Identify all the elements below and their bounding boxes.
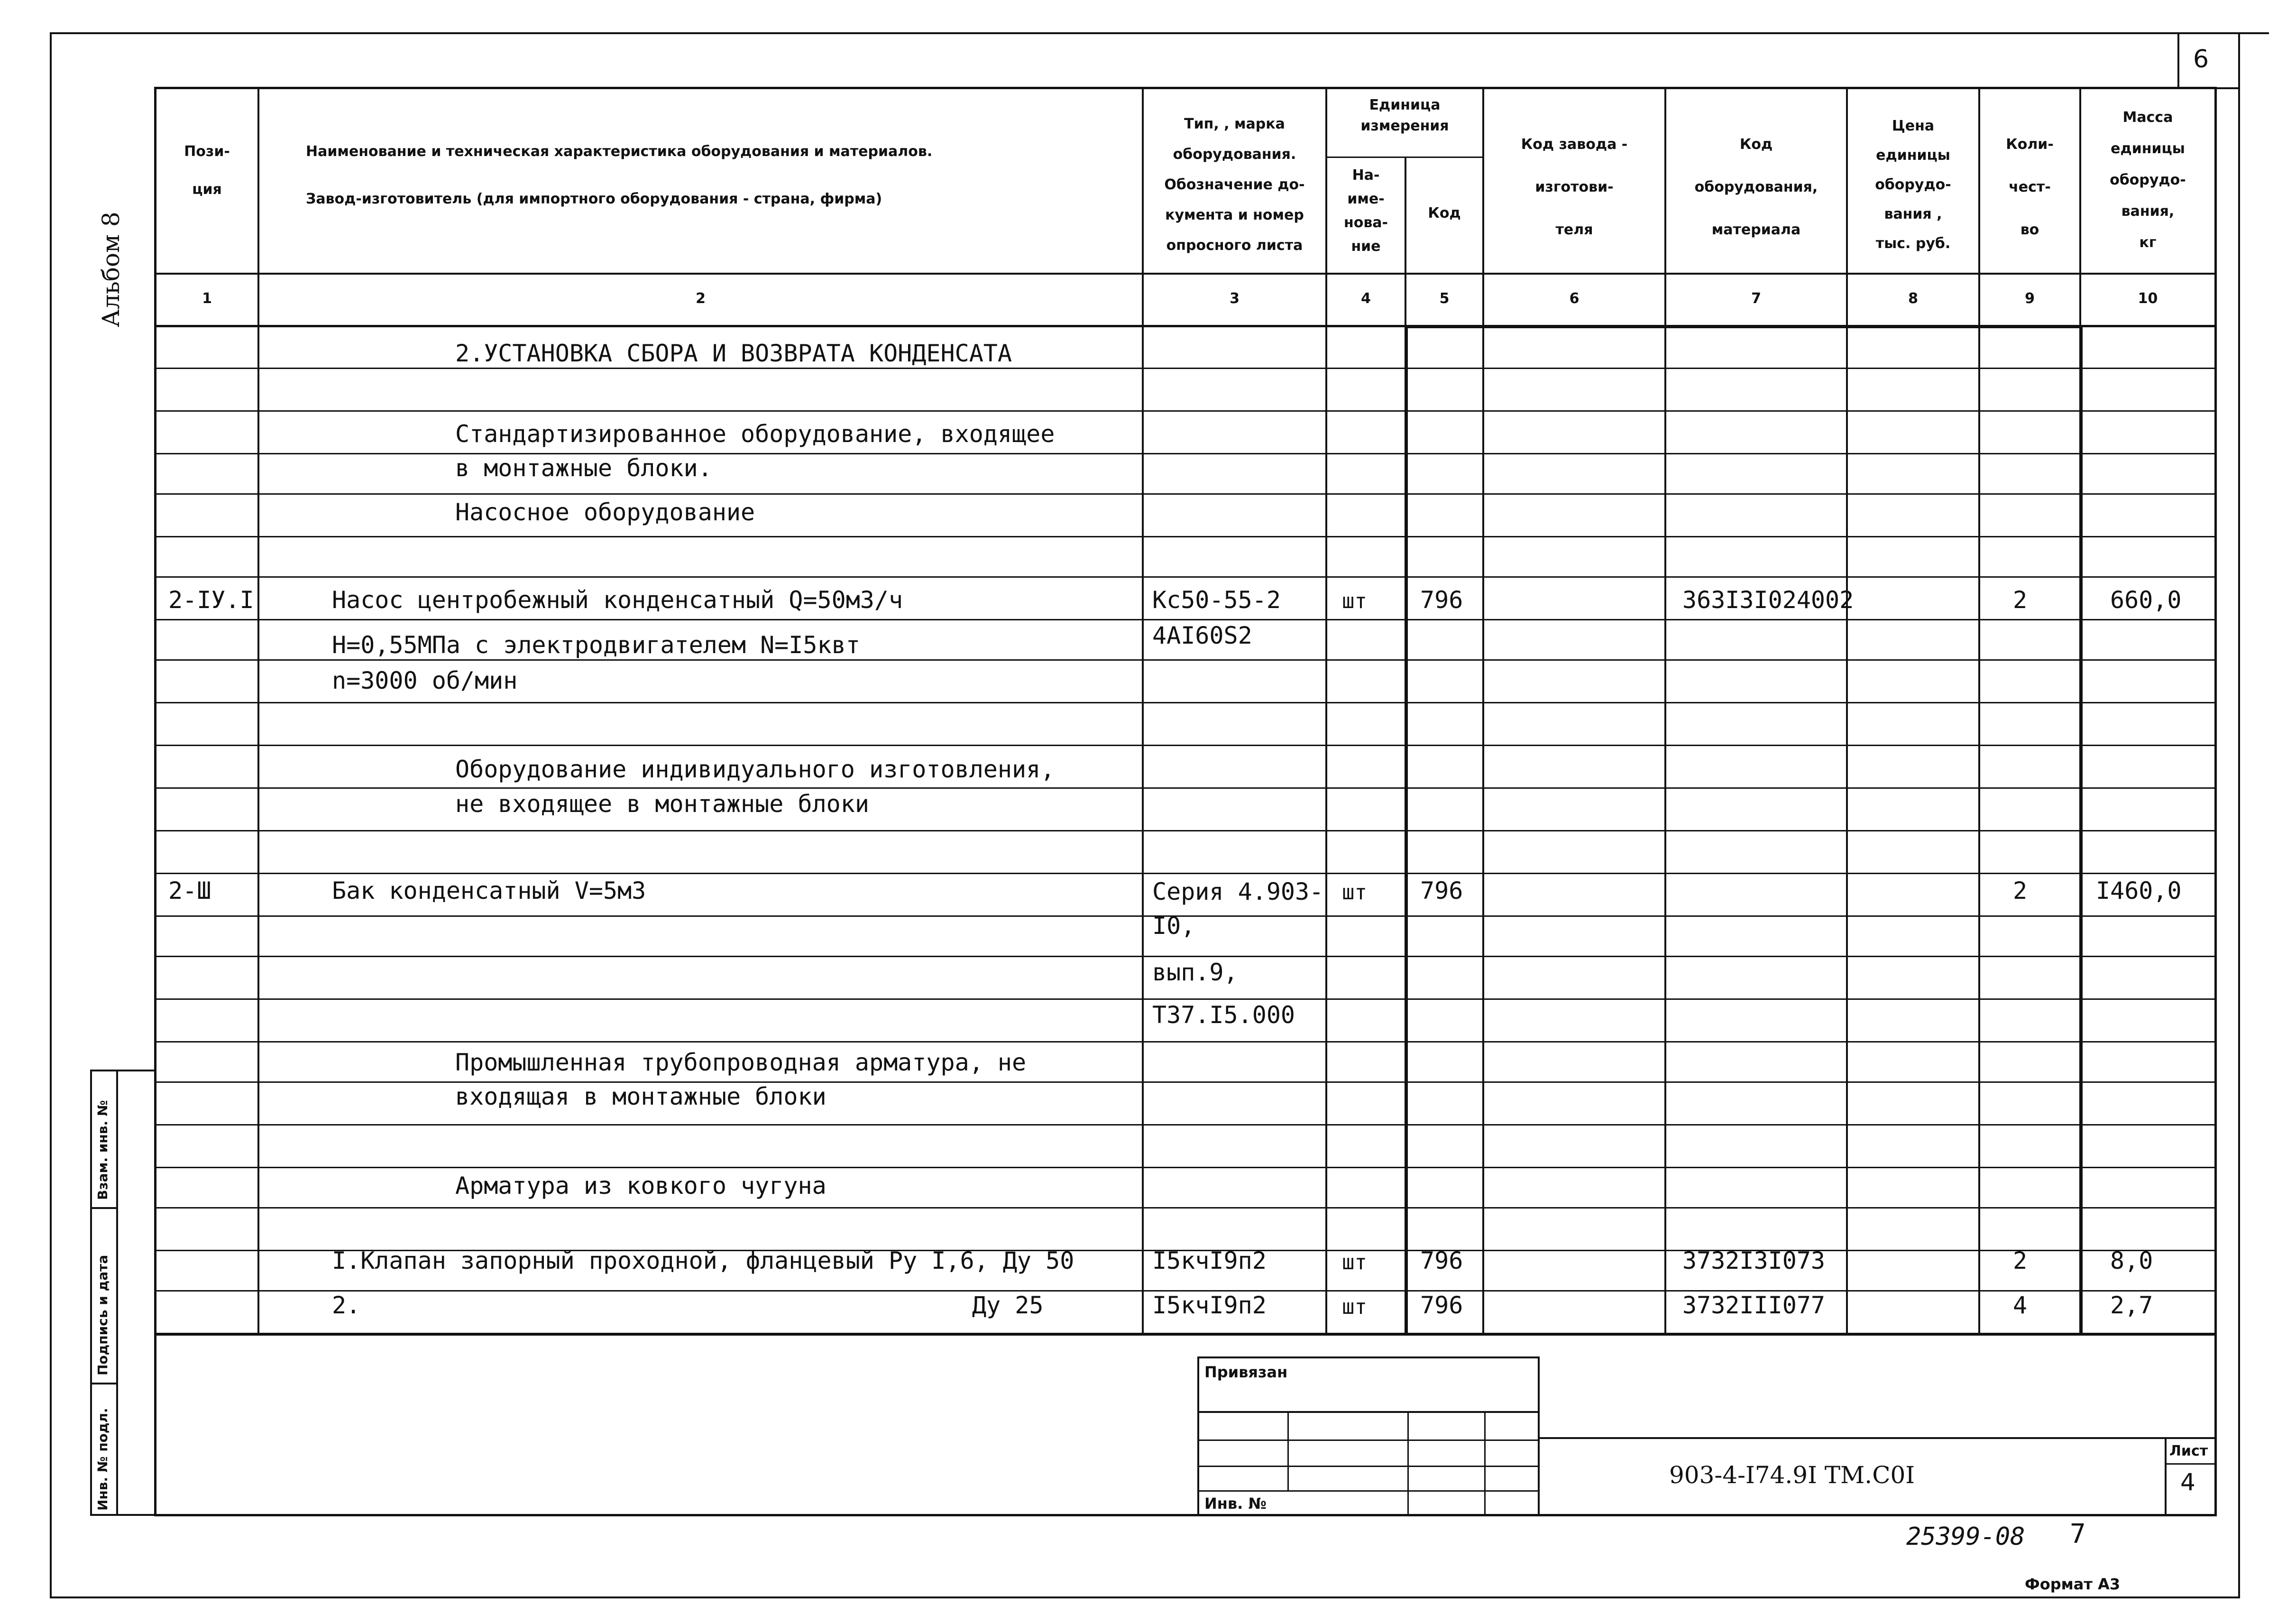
col-line-3 [1325,87,1327,1334]
col-number-8: 8 [1908,290,1918,307]
row-divider [154,1207,2217,1209]
header-col4-line3: нова- [1343,214,1388,231]
header-col10-line5: кг [2139,234,2157,251]
row-position: 2-IУ.I [168,586,254,614]
row-name: Насосное оборудование [455,498,755,526]
row-name: H=0,55МПа с электродвигателем N=I5квт [332,631,860,659]
header-col8-line1: Цена [1892,118,1935,134]
tb-col-1 [1287,1411,1289,1492]
col-number-5: 5 [1439,290,1450,307]
row-divider [154,1041,2217,1043]
header-col10-line1: Масса [2122,109,2173,126]
album-label: Альбом 8 [97,212,125,327]
row-name: Стандартизированное оборудование, входящее [455,420,1055,448]
table-bottom [154,1514,2217,1516]
header-col7-line3: материала [1711,221,1801,238]
row-name: I.Клапан запорный проходной, фланцевый Ру I,6, Ду 50 [332,1247,1075,1274]
archive-number: 25399-08 [1906,1522,2025,1551]
tb-row-3 [1197,1466,1540,1467]
row-unit: шт [1342,1295,1367,1319]
row-divider [154,873,2217,874]
row-mass: 660,0 [2110,586,2182,614]
row-divider [154,745,2217,746]
header-col9-line1: Коли- [2006,136,2054,153]
side-stamp-podpis: Подпись и дата [95,1255,110,1375]
header-col1-line1: Пози- [184,143,230,160]
header-col4 [1327,164,1405,258]
row-name: входящая в монтажные блоки [455,1083,827,1110]
col-number-2: 2 [696,290,706,307]
table-right [2214,87,2217,1516]
row-name: Арматура из ковкого чугуна [455,1172,827,1200]
tb-row-1 [1197,1411,1540,1413]
row-unit: шт [1342,880,1367,904]
header-col6 [1484,123,1664,251]
header-unit [1327,95,1482,137]
header-col9 [1980,123,2079,251]
header-col6-line1: Код завода - [1521,136,1628,153]
tb-box-top [1197,1356,1540,1358]
tb-sheet-left [2165,1437,2167,1515]
side-stamp-inv: Инв. № подл. [95,1408,110,1511]
table-top [154,87,2217,89]
tb-inv-no: Инв. № [1204,1495,1267,1513]
row-type: Кс50-55-2 [1152,586,1281,614]
row-name: Оборудование индивидуального изготовления, [455,756,1055,783]
corner-box-left [2177,32,2179,88]
col-line-5 [1482,87,1484,1334]
row-divider [154,536,2217,537]
col-line-7 [1846,87,1848,1334]
header-bottom [154,273,2217,275]
row-unit: шт [1342,589,1367,613]
row-type: I0, [1152,912,1195,940]
header-col8-line5: тыс. руб. [1875,235,1951,252]
outer-frame-right [2238,32,2240,1597]
row-mass: 2,7 [2110,1292,2153,1319]
col-number-4: 4 [1361,290,1371,307]
row-type: Серия 4.903- [1152,878,1324,905]
header-col4-line1: На- [1352,167,1380,184]
header-col6-line3: теля [1555,221,1593,238]
tb-privyazan: Привязан [1204,1363,1288,1381]
col-line-1 [257,87,259,1334]
header-col2-line1: Наименование и техническая характеристика оборудования и материалов. [306,143,933,160]
row-name: Промышленная трубопроводная арматура, не [455,1049,1027,1076]
header-unit-label: Единица измерения [1360,97,1449,134]
header-col8-line2: единицы [1876,147,1950,164]
row-type: вып.9, [1152,959,1238,986]
side-stamp-div1 [90,1207,118,1209]
header-col3-line1: Тип, , марка [1184,116,1285,132]
row-name: n=3000 об/мин [332,667,518,694]
header-col7-line1: Код [1739,136,1773,153]
header-col3-line4: кумента и номер [1165,207,1304,223]
side-stamp-top [90,1070,156,1071]
header-col6-line2: изготови- [1535,179,1614,195]
side-stamp-div2 [90,1383,118,1384]
row-name: 2.УСТАНОВКА СБОРА И ВОЗВРАТА КОНДЕНСАТА [455,340,1012,367]
row-position: 2-Ш [168,877,211,904]
row-quantity: 4 [2013,1292,2028,1319]
sheet-corner-number: 6 [2193,45,2209,74]
row-divider [154,493,2217,495]
header-col9-line3: во [2020,221,2039,238]
row-type: 4AI60S2 [1152,622,1252,649]
tb-doc-code: 903-4-I74.9I ТМ.С0I [1669,1461,1915,1489]
table-body-bottom [154,1333,2217,1336]
row-type: I5кчI9п2 [1152,1292,1267,1319]
side-stamp-mid [116,1070,118,1515]
header-col10-line4: вания, [2121,203,2175,220]
row-name: в монтажные блоки. [455,454,712,482]
tb-row-2 [1197,1439,1540,1441]
row-material-code: 363I3I024002 [1682,586,1854,614]
header-col2 [270,128,1029,223]
header-col8 [1848,111,1978,258]
archive-suffix: 7 [2070,1519,2086,1550]
row-code: 796 [1420,877,1463,904]
header-col3-line3: Обозначение до- [1164,176,1305,193]
header-col5-label: Код [1428,205,1461,221]
tb-sheet-div [2165,1463,2217,1465]
inner-box-top [1405,325,2081,328]
row-divider [154,702,2217,703]
tb-list-label: Лист [2169,1443,2208,1459]
tb-col-2 [1407,1411,1409,1515]
row-name: Бак конденсатный V=5м3 [332,877,646,904]
row-divider [154,410,2217,412]
row-unit: шт [1342,1250,1367,1274]
row-divider [154,787,2217,789]
row-divider [154,1124,2217,1126]
row-type: Т37.I5.000 [1152,1001,1295,1029]
header-col9-line2: чест- [2009,179,2051,195]
header-col7 [1666,123,1846,251]
col-number-1: 1 [202,290,212,307]
col-number-6: 6 [1569,290,1580,307]
header-col7-line2: оборудования, [1694,179,1818,195]
format-label: Формат А3 [2025,1575,2121,1593]
col-number-7: 7 [1751,290,1761,307]
side-stamp-bottom [90,1514,156,1516]
row-divider [154,619,2217,620]
row-divider [154,830,2217,831]
tb-doc-top [1540,1437,2217,1439]
header-col3-line2: оборудования. [1173,146,1296,163]
header-col1 [156,133,257,209]
header-col8-line3: оборудо- [1875,176,1951,193]
row-divider [154,998,2217,1000]
col-number-10: 10 [2138,290,2158,307]
row-code: 796 [1420,586,1463,614]
row-name-right: Ду 25 [972,1292,1044,1319]
header-col5 [1406,199,1482,228]
col-line-8 [1978,87,1980,1334]
row-type: I5кчI9п2 [1152,1247,1267,1274]
outer-frame-top [50,32,2269,34]
tb-list-number: 4 [2180,1468,2195,1496]
row-code: 796 [1420,1247,1463,1274]
row-name: 2. [332,1292,361,1319]
row-name: Насос центробежный конденсатный Q=50м3/ч [332,586,903,614]
row-divider [154,368,2217,369]
row-divider [154,659,2217,661]
row-quantity: 2 [2013,586,2028,614]
tb-col-3 [1484,1411,1486,1515]
header-col10-line2: единицы [2111,140,2185,157]
header-col10 [2081,102,2214,258]
row-mass: 8,0 [2110,1247,2153,1274]
header-col3 [1144,109,1325,261]
header-col1-line2: ция [192,181,222,198]
side-stamp-vzam: Взам. инв. № [95,1100,110,1200]
col-number-3: 3 [1230,290,1240,307]
row-divider [154,956,2217,957]
side-stamp-left [90,1070,92,1515]
row-divider [154,576,2217,578]
row-quantity: 2 [2013,877,2028,904]
row-mass: I460,0 [2096,877,2182,904]
row-code: 796 [1420,1292,1463,1319]
outer-frame-bottom [50,1596,2240,1598]
outer-frame-left [50,32,52,1597]
row-name: не входящее в монтажные блоки [455,790,869,818]
row-divider [154,1167,2217,1168]
row-material-code: 3732I3I073 [1682,1247,1826,1274]
row-quantity: 2 [2013,1247,2028,1274]
header-col3-line5: опросного листа [1166,237,1303,254]
header-col10-line3: оборудо- [2110,172,2186,188]
header-col4-line2: име- [1347,191,1385,207]
row-material-code: 3732III077 [1682,1292,1826,1319]
header-col4-line4: ние [1351,238,1381,255]
col-line-2 [1142,87,1144,1334]
header-col2-line2: Завод-изготовитель (для импортного оборудования - страна, фирма) [306,191,882,207]
header-col8-line4: вания , [1884,206,1942,222]
col-line-6 [1664,87,1666,1334]
col-number-9: 9 [2025,290,2035,307]
